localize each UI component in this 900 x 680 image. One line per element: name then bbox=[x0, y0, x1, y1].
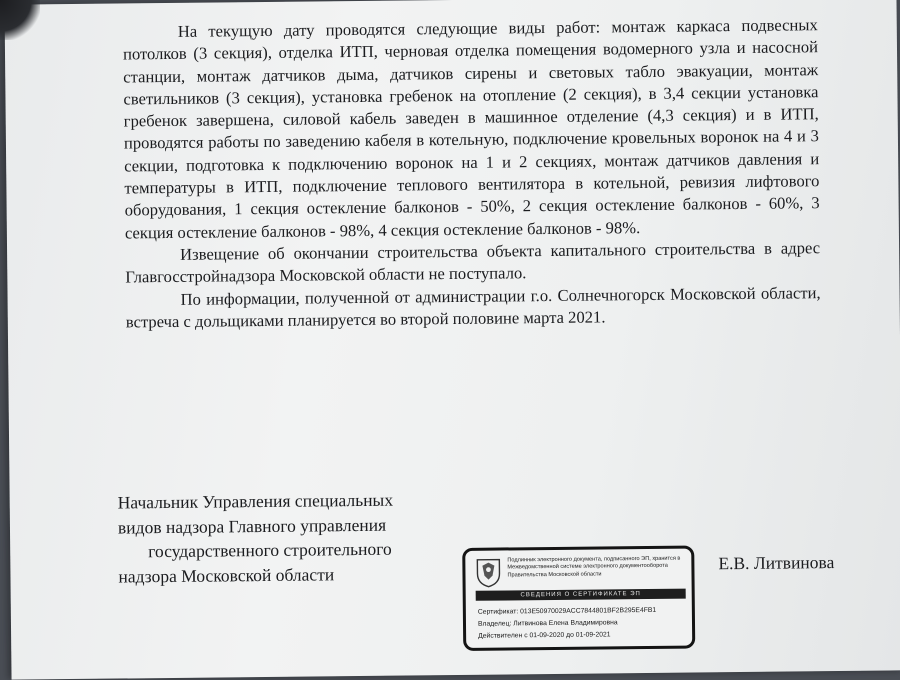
electronic-signature-stamp bbox=[462, 545, 695, 650]
stamp-certificate: Сертификат: 013E50970029ACC7844801BF2B295E4FB1 bbox=[477, 606, 657, 616]
signer-position-line: надзора Московской области bbox=[118, 563, 335, 587]
coat-of-arms-icon bbox=[475, 558, 501, 588]
signer-position-line: видов надзора Главного управления bbox=[117, 514, 387, 538]
stamp-owner: Владелец: Литвинова Елена Владимировна bbox=[477, 619, 618, 628]
paragraph-works: На текущую дату проводятся следующие виды работ: монтаж каркаса подвесных потолков (3 секция), отделка ИТП, черновая отделка помещения водомерного узла и насосной станции, монтаж датчиков дыма, датчиков сирены и световых табло эвакуации, монтаж светильников (3 секция), установка гребенок на отопление (2 секция), в 3,4 секции установка гребенок завершена, силовой кабель заведен в машинное отделение (4,3 секция) и в ИТП, проводятся работы по заведению кабеля в котельную, подключение кровельных воронок на 4 и 3 секции, подготовка к подключению воронок на 1 и 2 секциях, монтаж датчиков давления и температуры в ИТП, подключение теплового вентилятора в котельной, ревизия лифтового оборудования, 1 секция остекление балконов - 50%, 2 секция остекление балконов - 60%, 3 секция остекление балконов - 98%, 4 секция остекление балконов - 98%. bbox=[122, 15, 820, 243]
paragraph-notice: Извещение об окончании строительства объекта капитального строительства в адрес Главгосстройнадзора Московской области не поступало. bbox=[125, 238, 821, 287]
signer-position-line: Начальник Управления специальных bbox=[117, 489, 394, 513]
stamp-details bbox=[478, 605, 692, 643]
stamp-header-bar: СВЕДЕНИЯ О СЕРТИФИКАТЕ ЭП bbox=[476, 589, 686, 601]
signer-position bbox=[118, 487, 479, 589]
stamp-validity: Действителен с 01-09-2020 до 01-09-2021 bbox=[478, 631, 611, 640]
background-corner bbox=[0, 0, 40, 40]
signer-position-line: государственного строительного bbox=[148, 538, 392, 562]
paper-sheet bbox=[4, 0, 900, 680]
document-body bbox=[123, 14, 821, 333]
signer-name: Е.В. Литвинова bbox=[718, 552, 835, 574]
paragraph-meeting: По информации, полученной от администрации г.о. Солнечногорск Московской области, встреча с дольщиками планируется во второй половине марта 2021. bbox=[125, 282, 821, 332]
stamp-intro-text: Подлинник электронного документа, подписанного ЭП, хранится в Межведомственной системе электронного документооборота Правительства Московской области bbox=[507, 555, 681, 579]
